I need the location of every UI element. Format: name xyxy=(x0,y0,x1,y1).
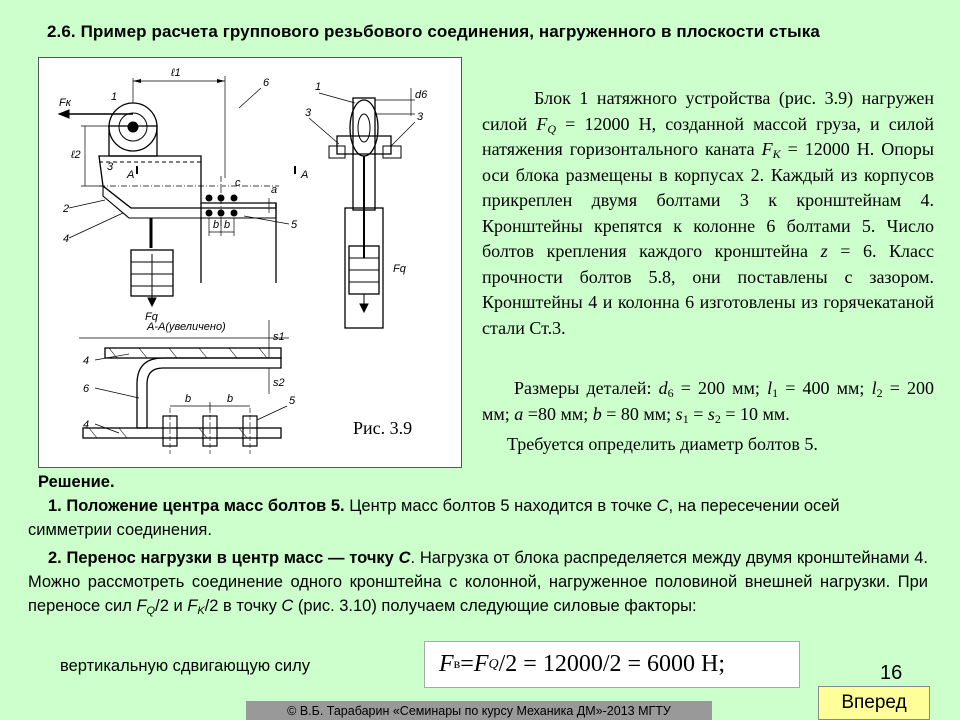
label-5: 5 xyxy=(291,219,298,231)
label-2: 2 xyxy=(63,203,70,215)
label-fk: Fк xyxy=(59,97,71,109)
label-b-section-2: b xyxy=(227,393,234,405)
problem-paragraph-2: Размеры деталей: $d_6 = 200$ мм; $l_1 = 400$ мм; $l_2 = 200$ мм; a =80 мм; b = 80 мм; $s_1 = s_2 = 10$ мм. xyxy=(482,378,935,426)
label-3-right-b: 3 xyxy=(417,111,424,123)
label-4-section-bottom: 4 xyxy=(83,419,90,431)
label-4-section: 4 xyxy=(83,355,90,367)
figure-3-9 xyxy=(38,57,462,468)
solution-step-3: вертикальную сдвигающую силу xyxy=(60,657,311,675)
label-d6: d6 xyxy=(415,89,428,101)
problem-paragraph-1: Блок 1 натяжного устройства (рис. 3.9) нагружен силой $F_Q = 12000$ Н, созданной массой груза, и силой натяжения горизонтального каната $F_K = 12000$ Н. Опоры оси блока размещены в корпусах 2. Каждый из корпусов прикреплен двумя болтами 3 к кронштейнам 4. Кронштейны крепятся к колонне 6 болтами 5. Число болтов крепления каждого кронштейна z = 6. Класс прочности болтов 5.8, они поставлены с зазором. Кронштейны 4 и колонна 6 изготовлены из горячекатаной стали Ст.3. xyxy=(482,88,934,338)
label-1: 1 xyxy=(111,91,118,103)
solution-step-2: 2. Перенос нагрузки в центр масс — точку C. Нагрузка от блока распределяется между двумя кронштейнами 4. Можно рассмотреть соединение одного кронштейна с колонной, нагруженное половиной внешней нагрузки. При переносе сил $F_Q/2$ и $F_K/2$ в точку C (рис. 3.10) получаем следующие силовые факторы: xyxy=(28,549,928,617)
solution-heading: Решение. xyxy=(38,473,115,491)
label-b-2: b xyxy=(224,219,231,231)
label-b-1: b xyxy=(213,219,220,231)
page-title: 2.6. Пример расчета группового резьбового соединения, нагруженного в плоскости стыка xyxy=(47,22,820,41)
label-fq-left: Fq xyxy=(145,311,158,323)
solution-step-1: 1. Положение центра масс болтов 5. Центр масс болтов 5 находится в точке C, на пересечении осей симметрии соединения. xyxy=(28,497,840,539)
section-label: A-A(увеличено) xyxy=(147,321,226,333)
label-3: 3 xyxy=(107,161,114,173)
label-s1: s1 xyxy=(273,331,285,343)
label-a-dim: a xyxy=(271,184,278,196)
label-5-section: 5 xyxy=(289,395,296,407)
label-3-right-a: 3 xyxy=(305,107,312,119)
label-c: c xyxy=(235,177,241,189)
label-l2: ℓ2 xyxy=(71,149,81,161)
label-b-section-1: b xyxy=(185,393,192,405)
technical-drawing xyxy=(39,58,463,469)
side-view xyxy=(309,88,415,328)
formula-box: F в = F Q /2 = 12000/2 = 6000 Н; xyxy=(424,641,800,688)
label-1-right: 1 xyxy=(315,81,322,93)
label-6-section: 6 xyxy=(83,383,90,395)
problem-paragraph-3: Требуется определить диаметр болтов 5. xyxy=(507,434,818,454)
label-4: 4 xyxy=(63,233,70,245)
label-6: 6 xyxy=(263,77,270,89)
label-a-left: A xyxy=(127,169,135,181)
label-l1: ℓ1 xyxy=(171,67,181,79)
label-s2: s2 xyxy=(273,377,285,389)
next-button[interactable]: Вперед xyxy=(818,686,930,720)
section-view xyxy=(79,320,289,454)
label-fq-right: Fq xyxy=(393,263,406,275)
label-a-right: A xyxy=(301,169,309,181)
page-number: 16 xyxy=(880,662,903,684)
footer-copyright: © В.Б. Тарабарин «Семинары по курсу Механика ДМ»-2013 МГТУ xyxy=(246,701,712,720)
front-view xyxy=(59,76,295,306)
figure-caption: Рис. 3.9 xyxy=(353,418,413,438)
